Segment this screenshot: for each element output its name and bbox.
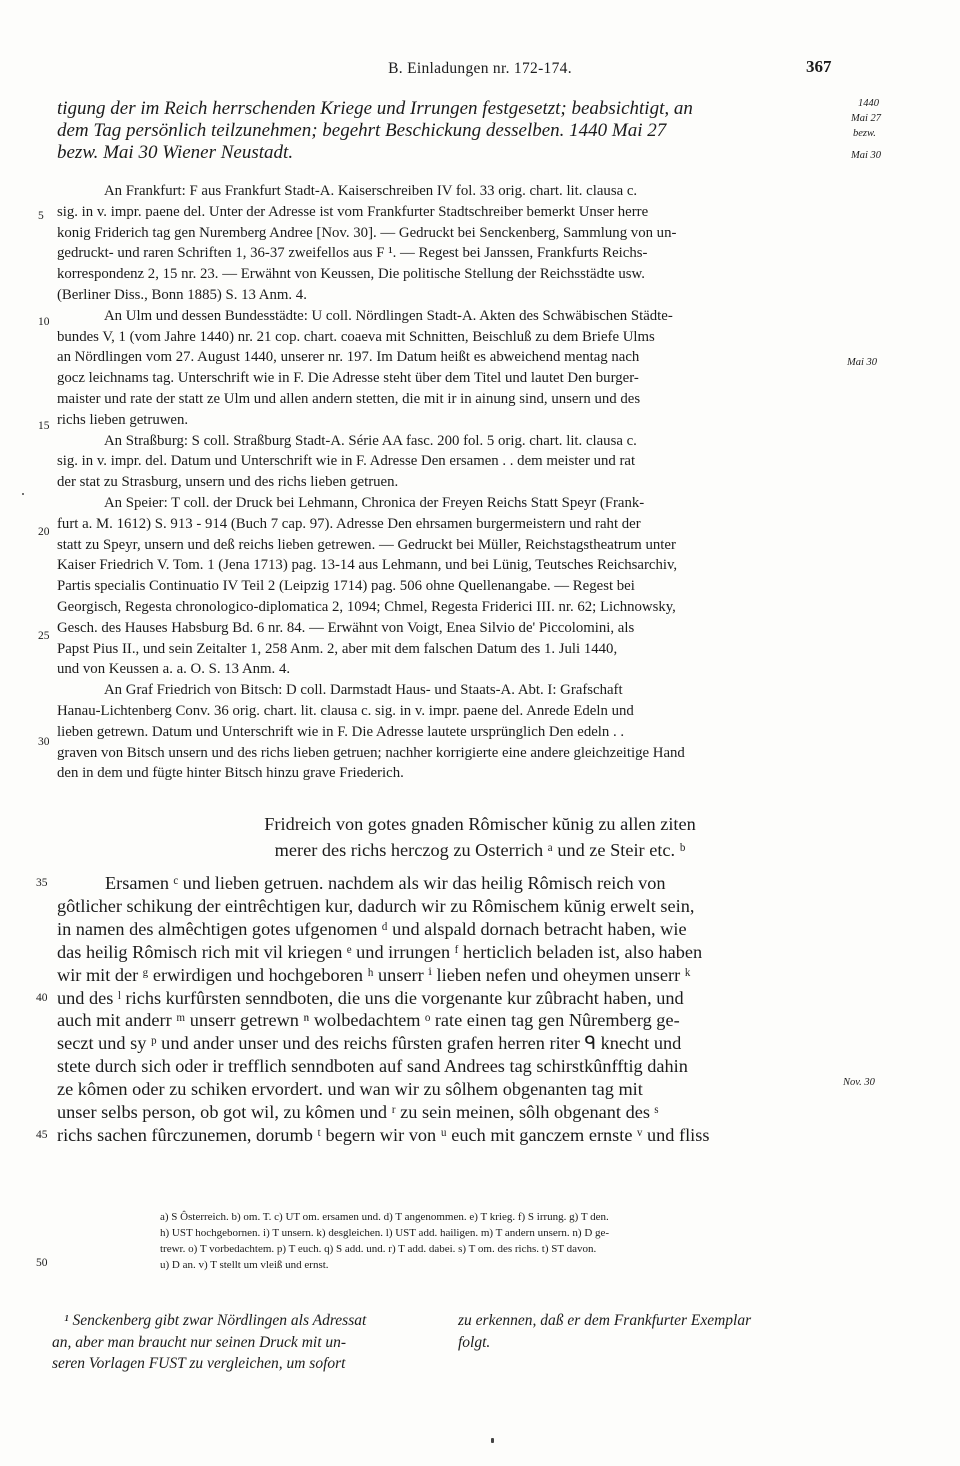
text-line: richs sachen fûrczunemen, dorumb ᵗ begern wir von ᵘ euch mit ganczem ernste ᵛ und fliss [57,1124,710,1145]
regest-line: bezw. Mai 30 Wiener Neustadt. [57,142,294,163]
text-line: auch mit anderr ᵐ unserr getrewn ⁿ wolbedachtem ᵒ rate einen tag gen Nûremberg ge- [57,1010,680,1031]
margin-note-date-alt: Mai 30 [851,150,882,161]
apparatus-line: furt a. M. 1612) S. 913 - 914 (Buch 7 cap. 97). Adresse Den ehrsamen burgermeistern und raht der [57,515,641,532]
apparatus-line: Hanau-Lichtenberg Conv. 36 orig. chart. lit. clausa c. sig. in v. impr. paene del. Anrede Edeln und [57,702,634,719]
apparatus-line: konig Friderich tag gen Nuremberg Andree [Nov. 30]. — Gedruckt bei Senckenberg, Sammlung von un- [57,224,677,241]
line-number: 10 [38,316,50,328]
line-number: 20 [38,526,50,538]
footnote-left-column [52,1310,452,1375]
source-apparatus [57,181,842,784]
variant-apparatus [160,1209,840,1273]
letter-text [57,872,842,1147]
apparatus-line: Gesch. des Hauses Habsburg Bd. 6 nr. 84. — Erwähnt von Voigt, Enea Silvio de' Piccolomini, als [57,619,635,636]
intitulatio-line: Fridreich von gotes gnaden Rômischer kŭnig zu allen ziten [264,814,696,834]
apparatus-line: Papst Pius II., und sein Zeitalter 1, 258 Anm. 2, aber mit dem falschen Datum des 1. Juli 1440, [57,640,618,657]
line-number: 5 [38,210,44,222]
apparatus-line: richs lieben getruwen. [57,411,189,428]
line-number: 35 [36,877,48,889]
apparatus-line: (Berliner Diss., Bonn 1885) S. 13 Anm. 4. [57,286,307,303]
apparatus-line: An Speier: T coll. der Druck bei Lehmann, Chronica der Freyen Reichs Statt Speyr (Frank- [104,494,645,511]
text-line: unser selbs person, ob got wil, zu kômen und ʳ zu sein meinen, sôlh obgenant des ˢ [57,1102,659,1123]
apparatus-line: lieben getrewn. Datum und Unterschrift wie in F. Die Adresse lautete ursprünglich Den edeln . . [57,723,625,740]
text-line: ze kômen oder zu schiken ervordert. und wan wir zu sôlhem obgenanten tag mit [57,1079,643,1100]
footnote-line: seren Vorlagen FUST zu vergleichen, um sofort [52,1355,346,1372]
variant-line: a) S Ôsterreich. b) om. T. c) UT om. ersamen und. d) T angenommen. e) T krieg. f) S irrung. g) T den. [160,1211,609,1223]
apparatus-line: an Nördlingen vom 27. August 1440, unserer nr. 197. Im Datum heißt es abweichend mentag nach [57,349,640,366]
variant-line: h) UST hochgebornen. i) T unsern. k) desgleichen. l) UST add. hailigen. m) T andern unsern. n) D ge- [160,1227,610,1239]
line-number: 25 [38,630,50,642]
line-number: 50 [36,1257,48,1269]
apparatus-line: An Frankfurt: F aus Frankfurt Stadt-A. Kaiserschreiben IV fol. 33 orig. chart. lit. clausa c. [104,183,638,199]
stray-ink-mark [22,493,24,495]
line-number: 45 [36,1129,48,1141]
text-line: wir mit der ᵍ erwirdigen und hochgeboren ʰ unserr ⁱ lieben nefen und oheymen unserr ᵏ [57,964,691,985]
running-head: B. Einladungen nr. 172-174. [388,60,572,77]
variant-line: trewr. o) T vorbedachtem. p) T euch. q) S add. und. r) T add. dabei. s) T om. des richs. t) ST davon. [160,1243,597,1255]
text-line: das heilig Rômisch rich mit vil kriegen ᵉ und irrungen ᶠ herticlich beladen ist, also haben [57,941,703,962]
margin-note-year: 1440 [858,98,879,109]
text-line: seczt und sy ᵖ und ander unser und des reichs fûrsten grafen herren riter ᑫ knecht und [57,1033,682,1054]
text-line: und des ˡ richs kurfûrsten senndboten, die uns die vorgenante kur zûbracht haben, und [57,987,684,1008]
text-line: stete durch sich oder ir trefflich senndboten auf sand Andrees tag schirstkûnfftig dahin [57,1056,688,1077]
apparatus-line: An Graf Friedrich von Bitsch: D coll. Darmstadt Haus- und Staats-A. Abt. I: Grafschaft [104,682,623,699]
line-number: 15 [38,420,50,432]
apparatus-line: der stat zu Strasburg, unsern und des richs lieben getruen. [57,474,399,491]
text-line: gôtlicher schikung der eintrêchtigen kur, dadurch wir zu Rômischem kŭnig erwelt sein, [57,895,695,916]
regest-line: dem Tag persönlich teilzunehmen; begehrt Beschickung desselben. 1440 Mai 27 [57,120,667,141]
intitulatio-line: merer des richs herczog zu Osterrich ᵃ und ze Steir etc. ᵇ [274,840,686,860]
apparatus-line: sig. in v. impr. del. Datum und Unterschrift wie in F. Adresse Den ersamen . . dem meister und rat [57,453,636,470]
line-number: 30 [38,736,50,748]
margin-note-mai30: Mai 30 [847,357,878,368]
apparatus-line: bundes V, 1 (vom Jahre 1440) nr. 21 cop. chart. coaeva mit Schnitten, Beischluß zu dem Briefe Ulms [57,328,655,345]
apparatus-line: maister und rate der statt ze Ulm und allen andern stetten, die mit ir in ainung sind, unsern und des [57,390,641,407]
stray-ink-mark [491,1438,494,1443]
apparatus-line: Georgisch, Regesta chronologico-diplomatica 2, 1094; Chmel, Regesta Friderici III. nr. 62; Lichnowsky, [57,598,676,615]
text-line: Ersamen ᶜ und lieben getruen. nachdem als wir das heilig Rômisch reich von [105,873,666,893]
margin-note-bezw: bezw. [853,128,876,139]
apparatus-line: gocz leichnams tag. Unterschrift wie in F. Die Adresse steht über dem Titel und lautet Den burger- [57,370,639,387]
apparatus-line: korrespondenz 2, 15 nr. 23. — Erwähnt von Keussen, Die politische Stellung der Reichsstädte usw. [57,266,645,283]
text-line: in namen des almêchtigen gotes ufgenomen ᵈ und alspald dornach betracht haben, wie [57,918,687,939]
footnote-line: an, aber man braucht nur seinen Druck mit un- [52,1333,347,1351]
apparatus-line: den in dem und fügte hinter Bitsch hinzu grave Friederich. [57,765,404,782]
page-number: 367 [806,57,832,76]
footnote-right-column [458,1310,848,1353]
apparatus-line: Kaiser Friedrich V. Tom. 1 (Jena 1713) pag. 13-14 aus Lehmann, und bei Lünig, Teutsches Reichsarchiv, [57,557,678,574]
apparatus-line: graven von Bitsch unsern und des richs lieben getruen; nachher korrigierte eine andere gleichzeitige Hand [57,744,685,761]
apparatus-line: gedruckt- und raren Schriften 1, 36-37 zweifellos aus F ¹. — Regest bei Janssen, Frankfurts Reichs- [57,245,648,262]
margin-note-nov30: Nov. 30 [843,1077,875,1088]
line-number: 40 [36,992,48,1004]
footnote-line: folgt. [458,1333,491,1351]
apparatus-line: An Straßburg: S coll. Straßburg Stadt-A. Série AA fasc. 200 fol. 5 orig. chart. lit. clausa c. [104,432,637,449]
regest [57,98,842,164]
apparatus-line: sig. in v. impr. paene del. Unter der Adresse ist vom Frankfurter Stadtschreiber bemerkt Unser herre [57,203,649,220]
apparatus-line: und von Keussen a. a. O. S. 13 Anm. 4. [57,661,291,678]
footnote-line: ¹ Senckenberg gibt zwar Nördlingen als Adressat [64,1312,367,1329]
footnote-line: zu erkennen, daß er dem Frankfurter Exemplar [458,1312,752,1329]
apparatus-line: statt zu Speyr, unsern und deß reichs lieben getrewen. — Gedruckt bei Müller, Reichstagstheatrum unter [57,536,676,553]
apparatus-line: Partis specialis Continuatio IV Teil 2 (Leipzig 1714) pag. 506 ohne Quellenangabe. — Regest bei [57,578,635,595]
regest-line: tigung der im Reich herrschenden Kriege und Irrungen festgesetzt; beabsichtigt, an [57,98,693,119]
variant-line: u) D an. v) T stellt um vleiß und ernst. [160,1259,329,1271]
apparatus-line: An Ulm und dessen Bundesstädte: U coll. Nördlingen Stadt-A. Akten des Schwäbischen Städte- [104,307,673,324]
margin-note-date: Mai 27 [851,113,882,124]
